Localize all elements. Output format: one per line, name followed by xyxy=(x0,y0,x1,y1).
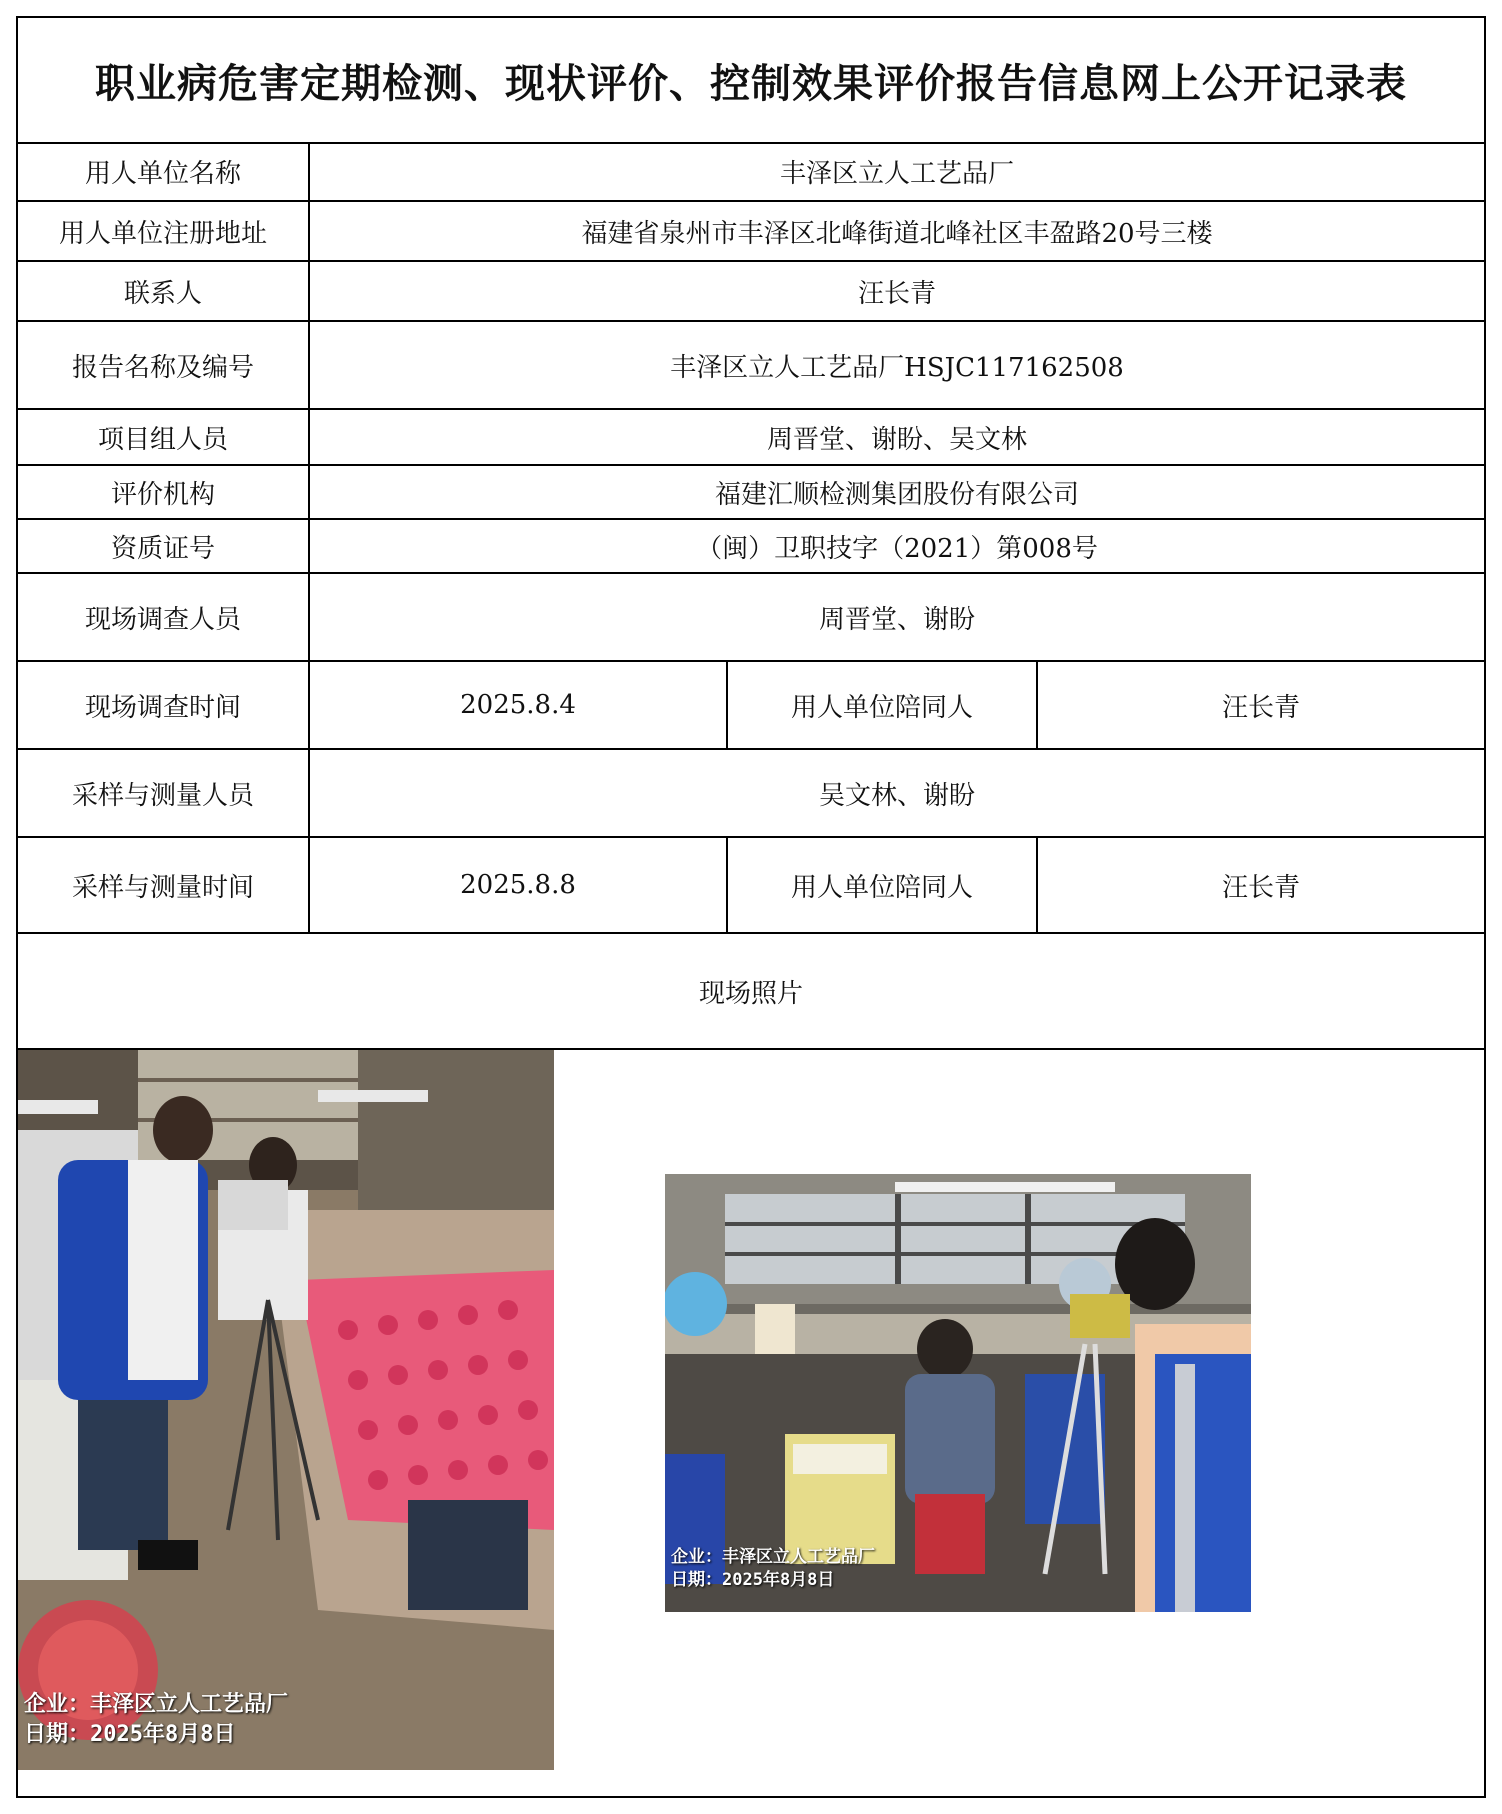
label-employer-name: 用人单位名称 xyxy=(18,142,310,200)
row-report xyxy=(18,322,1484,410)
label-report: 报告名称及编号 xyxy=(18,322,310,408)
photo-2-date-caption: 日期：2025年8月8日 xyxy=(671,1569,835,1590)
value-agency: 福建汇顺检测集团股份有限公司 xyxy=(714,479,1079,510)
value-employer-address: 福建省泉州市丰泽区北峰街道北峰社区丰盈路20号三楼 xyxy=(581,218,1213,249)
label-contact: 联系人 xyxy=(18,262,310,320)
row-employer-name xyxy=(18,142,1484,202)
page-title: 职业病危害定期检测、现状评价、控制效果评价报告信息网上公开记录表 xyxy=(18,18,1484,144)
label-team: 项目组人员 xyxy=(18,410,310,464)
value-sampling-companion: 汪长青 xyxy=(1221,872,1300,903)
photos-heading: 现场照片 xyxy=(18,934,1484,1050)
value-sampling-time: 2025.8.8 xyxy=(310,838,728,932)
row-contact xyxy=(18,262,1484,322)
label-survey-time: 现场调查时间 xyxy=(18,662,310,748)
site-photo-1-image xyxy=(18,1050,554,1770)
value-qualification: （闽）卫职技字（2021）第008号 xyxy=(696,533,1098,564)
record-table xyxy=(16,16,1486,1798)
value-survey-companion: 汪长青 xyxy=(1221,692,1300,723)
label-sampling-time: 采样与测量时间 xyxy=(18,838,310,932)
value-sampling-staff: 吴文林、谢盼 xyxy=(818,780,975,811)
value-employer-name: 丰泽区立人工艺品厂 xyxy=(779,158,1014,189)
label-sampling-staff: 采样与测量人员 xyxy=(18,750,310,836)
site-photo-1 xyxy=(18,1050,554,1770)
label-survey-companion: 用人单位陪同人 xyxy=(728,662,1038,748)
value-survey-staff: 周晋堂、谢盼 xyxy=(818,604,975,635)
row-survey-staff xyxy=(18,574,1484,662)
photo-1-date-caption: 日期：2025年8月8日 xyxy=(24,1721,236,1747)
photo-2-company-caption: 企业：丰泽区立人工艺品厂 xyxy=(671,1547,875,1567)
row-employer-address xyxy=(18,202,1484,262)
value-team: 周晋堂、谢盼、吴文林 xyxy=(766,424,1027,455)
label-agency: 评价机构 xyxy=(18,466,310,518)
value-survey-time: 2025.8.4 xyxy=(310,662,728,748)
row-sampling-time xyxy=(18,838,1484,934)
row-agency xyxy=(18,466,1484,520)
value-contact: 汪长青 xyxy=(857,278,936,309)
value-report: 丰泽区立人工艺品厂HSJC117162508 xyxy=(670,352,1124,383)
label-sampling-companion: 用人单位陪同人 xyxy=(728,838,1038,932)
row-qualification xyxy=(18,520,1484,574)
row-survey-time xyxy=(18,662,1484,750)
label-qualification: 资质证号 xyxy=(18,520,310,572)
row-sampling-staff xyxy=(18,750,1484,838)
label-employer-address: 用人单位注册地址 xyxy=(18,202,310,260)
photo-1-company-caption: 企业：丰泽区立人工艺品厂 xyxy=(24,1692,289,1717)
label-survey-staff: 现场调查人员 xyxy=(18,574,310,660)
row-team xyxy=(18,410,1484,466)
site-photo-2 xyxy=(665,1174,1251,1612)
